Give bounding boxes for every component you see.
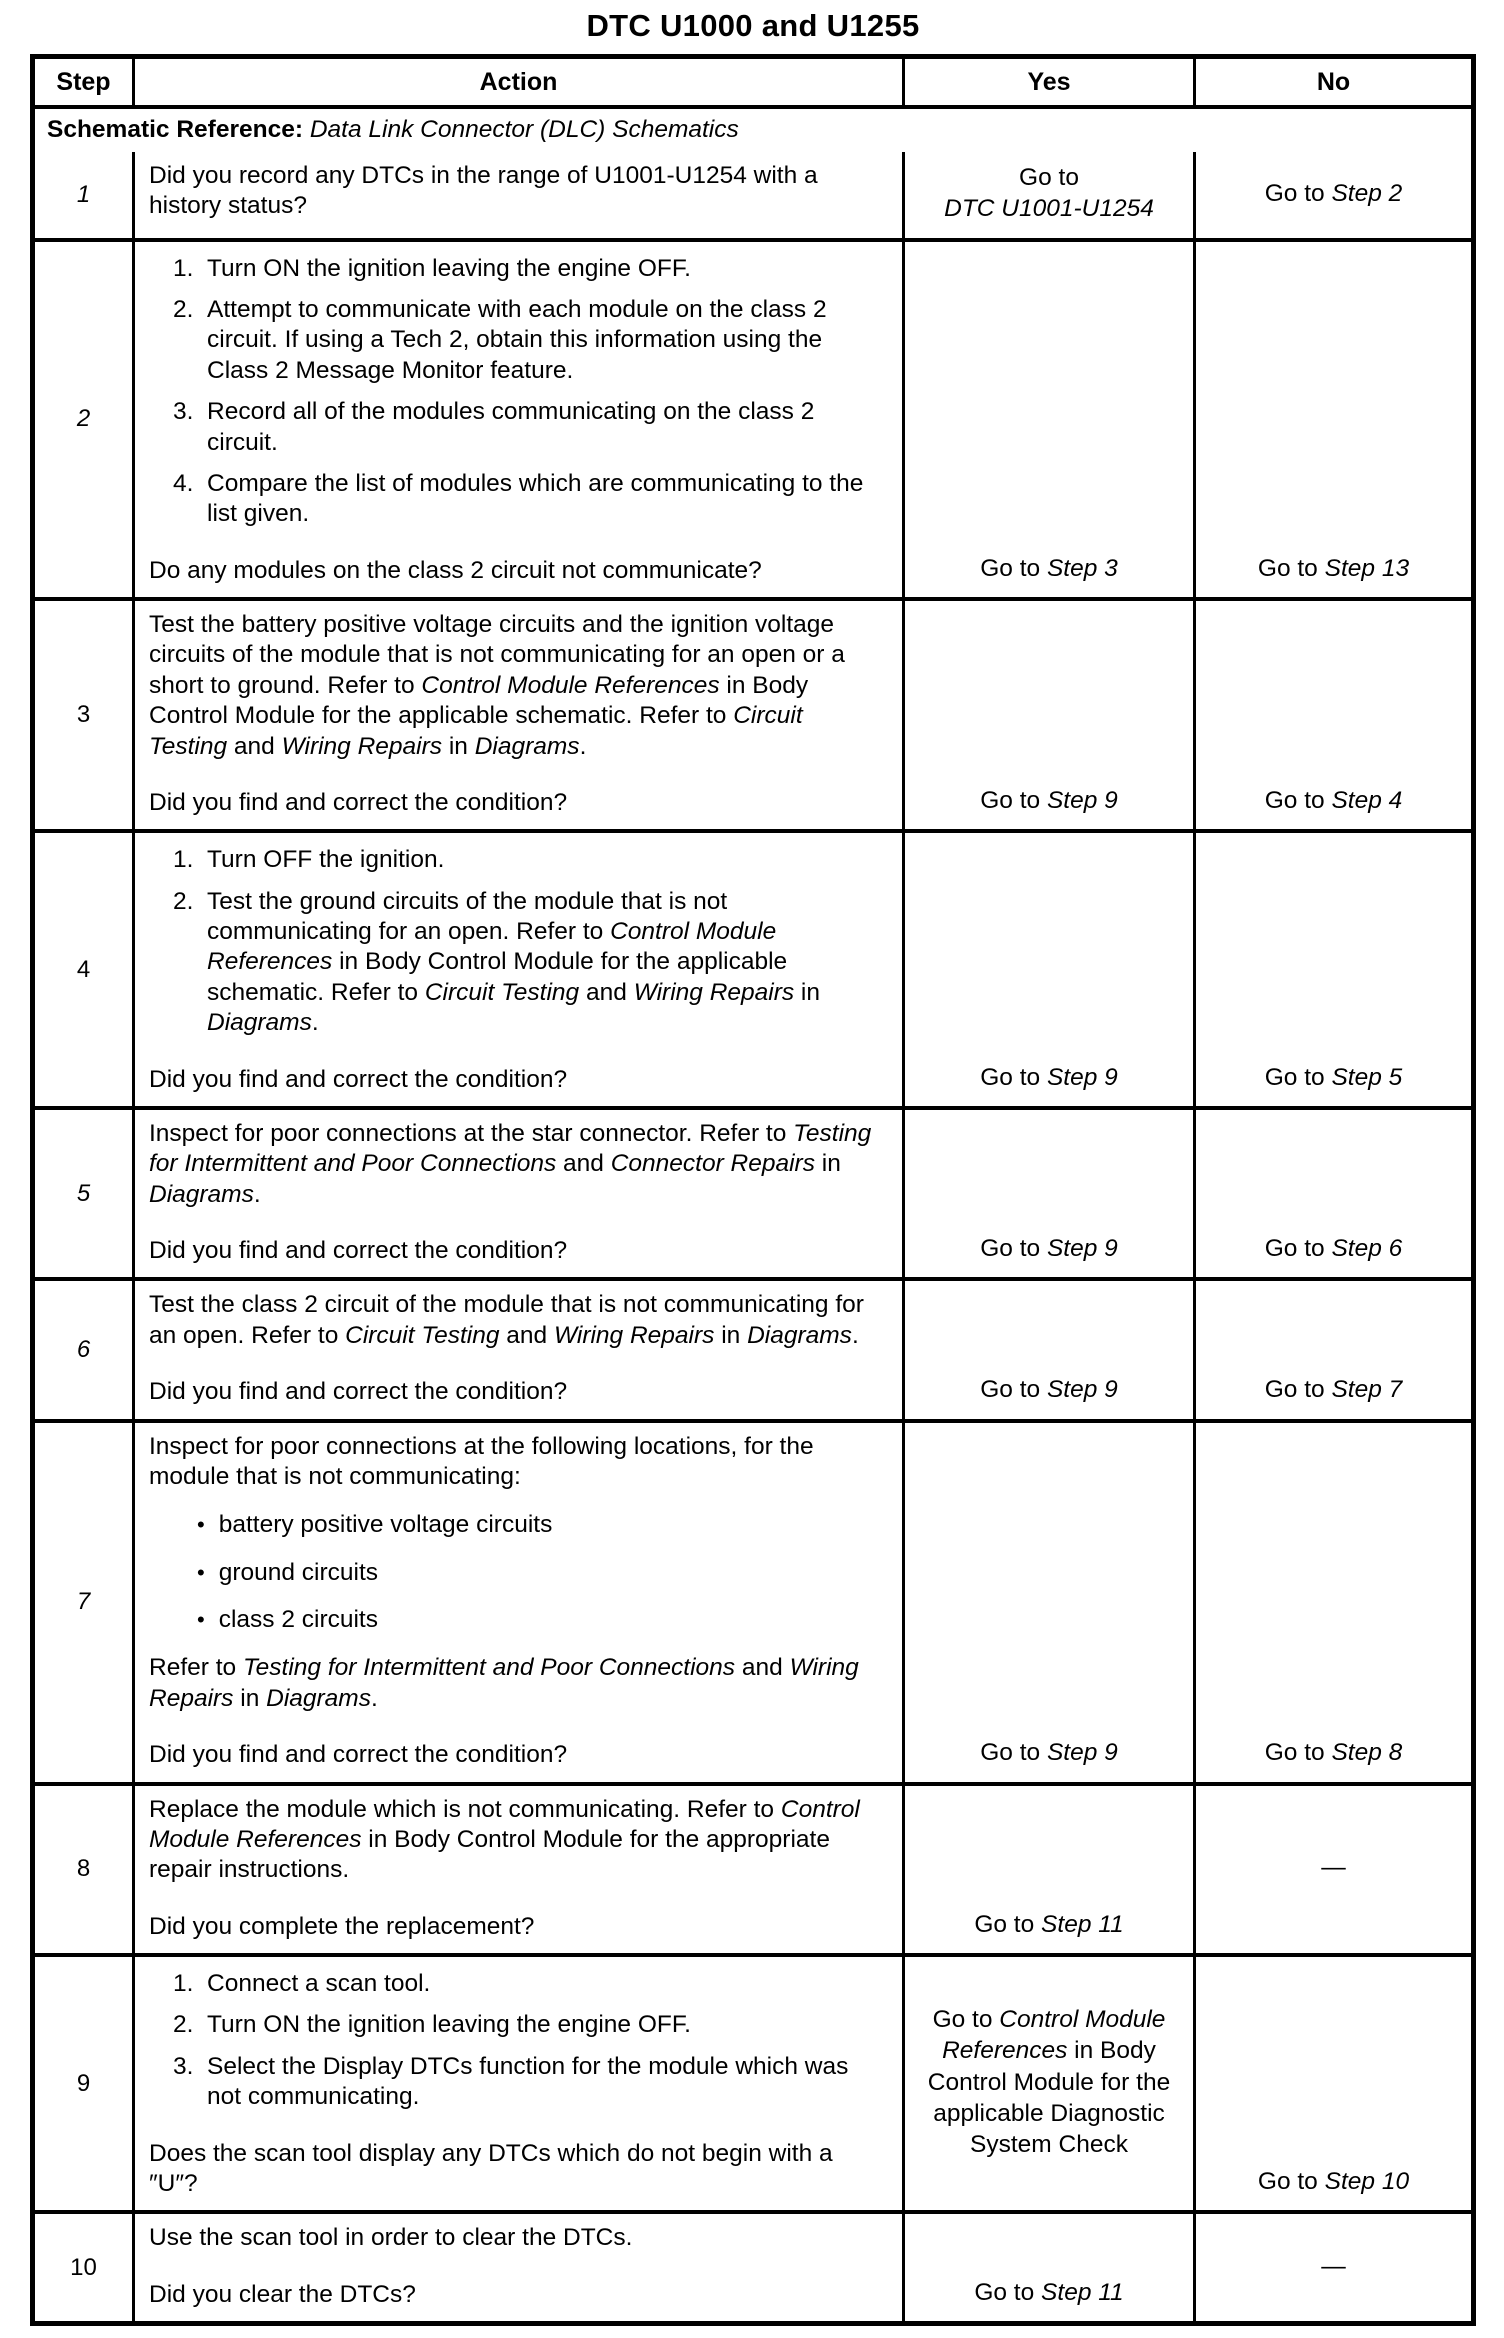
text-segment: Control Module References [207, 918, 777, 976]
text-segment: Wiring Repairs [553, 1321, 715, 1349]
text-segment: in Body Control Module for the applicable schematic. Refer to [149, 671, 809, 730]
text-segment: Test the class 2 circuit of the module that is not communicating for an open. Refer to [149, 1291, 864, 1349]
text-segment: ground circuits [218, 1558, 379, 1586]
list-item-text [207, 2010, 886, 2040]
text-segment: Control Module References [421, 671, 720, 699]
text-segment: Go to [1264, 1063, 1332, 1091]
bullet-icon: • [197, 1512, 205, 1538]
bullet-list-item [197, 1605, 886, 1635]
text-segment: Go to [1257, 554, 1325, 582]
table-row [35, 2210, 1471, 2321]
action-numbered-list [149, 1966, 886, 2113]
no-instruction [1265, 785, 1403, 816]
page-title: DTC U1000 and U1255 [586, 8, 920, 43]
text-segment: Wiring Repairs [149, 1654, 859, 1712]
text-segment: . [370, 1684, 378, 1712]
text-segment: Did you find and correct the condition? [149, 788, 568, 816]
text-segment: Go to [980, 1235, 1047, 1263]
step-number: 10 [35, 2214, 135, 2321]
table-body [35, 152, 1471, 2321]
table-row [35, 238, 1471, 597]
numbered-list-item [173, 2052, 886, 2113]
text-segment: battery positive voltage circuits [218, 1511, 553, 1539]
yes-instruction [980, 553, 1118, 584]
numbered-list-item [173, 845, 886, 875]
text-segment: Go to [974, 2278, 1042, 2306]
no-cell [1196, 1110, 1471, 1278]
list-item-text [207, 887, 886, 1039]
table-row [35, 597, 1471, 829]
text-segment: Did you find and correct the condition? [149, 1065, 568, 1093]
text-segment: and [735, 1654, 790, 1682]
text-segment: Do any modules on the class 2 circuit not communicate? [149, 556, 762, 584]
text-segment: in Body Control Module for the appropriate repair instructions. [149, 1825, 830, 1884]
text-segment: Go to [1264, 179, 1332, 207]
table-row [35, 152, 1471, 238]
table-row [35, 829, 1471, 1106]
text-segment: Test the battery positive voltage circuits and the ignition voltage circuits of the module that is not communicating for an open or a short to ground. Refer to [149, 611, 845, 699]
text-segment: in Body Control Module for the applicable schematic. Refer to [207, 948, 788, 1006]
text-segment: Diagrams [207, 1009, 312, 1037]
list-number: 1. [173, 846, 194, 874]
no-cell [1196, 1957, 1471, 2210]
column-header-no: No [1316, 67, 1351, 96]
step-number: 1 [35, 152, 135, 238]
action-paragraph [149, 1653, 886, 1714]
text-segment: Step 5 [1331, 1063, 1403, 1091]
text-segment: Go to [1264, 1376, 1332, 1404]
text-segment: Go to [980, 1376, 1047, 1404]
numbered-list-item [173, 469, 886, 530]
text-segment: . [579, 732, 587, 760]
schematic-reference-value: Data Link Connector (DLC) Schematics [309, 116, 739, 143]
numbered-list-item [173, 2010, 886, 2040]
text-segment: Step 8 [1331, 1739, 1403, 1767]
text-segment: Step 11 [1041, 1910, 1124, 1938]
action-question [149, 544, 886, 586]
list-number: 2. [173, 887, 194, 915]
yes-instruction [974, 2277, 1123, 2308]
text-segment: Record all of the modules communicating on the class 2 circuit. [207, 398, 815, 456]
bullet-list-item [197, 1558, 886, 1588]
text-segment: Step 9 [1046, 786, 1118, 814]
list-number: 2. [173, 296, 194, 324]
no-cell [1196, 1281, 1471, 1418]
action-cell [135, 1423, 905, 1782]
yes-instruction [980, 1062, 1118, 1093]
yes-instruction [980, 785, 1118, 816]
text-segment: Did you find and correct the condition? [149, 1378, 568, 1406]
step-number: 4 [35, 833, 135, 1106]
yes-instruction [974, 1909, 1123, 1940]
no-instruction [1265, 178, 1403, 209]
action-paragraph [149, 1290, 886, 1351]
no-cell [1196, 242, 1471, 597]
action-paragraph [149, 1432, 886, 1493]
text-segment: Testing for Intermittent and Poor Connections [242, 1654, 736, 1682]
text-segment: — [1321, 2252, 1346, 2280]
numbered-list-item [173, 254, 886, 284]
yes-cell [905, 2214, 1196, 2321]
text-segment: Step 9 [1046, 1235, 1118, 1263]
text-segment: and [556, 1150, 611, 1178]
yes-cell [905, 1786, 1196, 1954]
action-cell [135, 242, 905, 597]
yes-cell [905, 242, 1196, 597]
action-cell [135, 1786, 905, 1954]
no-cell [1196, 601, 1471, 829]
action-cell [135, 1281, 905, 1418]
text-segment: . [253, 1180, 261, 1208]
no-instruction [1265, 1374, 1403, 1405]
text-segment: — [1321, 1854, 1346, 1882]
text-segment: Control Module References [149, 1795, 860, 1853]
text-segment: Circuit Testing [424, 978, 580, 1006]
action-question [149, 1365, 886, 1407]
step-number: 6 [35, 1281, 135, 1418]
numbered-list-item [173, 1969, 886, 1999]
text-segment: Refer to [149, 1654, 243, 1682]
text-segment: . [851, 1321, 859, 1349]
numbered-list-item [173, 295, 886, 386]
text-segment: Wiring Repairs [633, 978, 795, 1006]
yes-cell [905, 1423, 1196, 1782]
text-segment: in [794, 978, 821, 1006]
table-row [35, 1277, 1471, 1418]
text-segment: DTC U1001-U1254 [944, 195, 1154, 223]
list-number: 1. [173, 1970, 194, 1998]
text-segment: in [442, 732, 475, 760]
action-cell [135, 601, 905, 829]
text-segment: Go to [980, 786, 1047, 814]
action-cell [135, 2214, 905, 2321]
list-item-text [207, 469, 886, 530]
no-instruction [1258, 553, 1409, 584]
list-item-text [219, 1605, 886, 1635]
text-segment: Turn ON the ignition leaving the engine OFF. [207, 254, 691, 282]
action-paragraph [149, 2223, 886, 2253]
yes-instruction [980, 1374, 1118, 1405]
yes-cell [905, 1281, 1196, 1418]
text-segment: Go to [1264, 786, 1332, 814]
text-segment: Go to [932, 2005, 1000, 2033]
action-cell [135, 152, 905, 238]
text-segment: Step 7 [1331, 1376, 1403, 1404]
text-segment: Diagrams [266, 1684, 371, 1712]
column-header-yes: Yes [905, 59, 1196, 105]
text-segment: Wiring Repairs [281, 732, 443, 760]
text-segment: Diagrams [149, 1180, 254, 1208]
text-segment: Attempt to communicate with each module on the class 2 circuit. If using a Tech 2, obtain this information using the Class 2 Message Monitor feature. [207, 296, 827, 384]
text-segment: in [233, 1684, 267, 1712]
text-segment: Go to [980, 1739, 1047, 1767]
text-segment: Did you record any DTCs in the range of U1001-U1254 with a history status? [149, 162, 818, 220]
text-segment: Step 11 [1041, 2278, 1124, 2306]
text-segment: in [814, 1150, 841, 1178]
table-header-row [35, 59, 1471, 105]
action-question [149, 2268, 886, 2310]
bullet-list-item [197, 1510, 886, 1540]
list-item-text [219, 1558, 886, 1588]
text-segment: and [499, 1321, 554, 1349]
yes-instruction [980, 1737, 1118, 1768]
list-item-text [207, 2052, 886, 2113]
action-question [149, 776, 886, 818]
step-number: 9 [35, 1957, 135, 2210]
yes-instruction [919, 2004, 1179, 2161]
action-bullet-list [149, 1506, 886, 1639]
step-number: 2 [35, 242, 135, 597]
action-paragraph [149, 161, 886, 222]
text-segment: Step 9 [1046, 1063, 1118, 1091]
text-segment: Turn ON the ignition leaving the engine OFF. [207, 2011, 691, 2039]
text-segment: Did you find and correct the condition? [149, 1237, 568, 1265]
list-item-text [219, 1510, 886, 1540]
action-question [149, 1900, 886, 1942]
schematic-reference-label: Schematic Reference: [47, 116, 304, 143]
text-segment: in [714, 1321, 748, 1349]
text-segment: Control Module References [942, 2005, 1166, 2065]
text-segment: Compare the list of modules which are communicating to the list given. [207, 469, 864, 528]
step-number: 8 [35, 1786, 135, 1954]
yes-cell [905, 1957, 1196, 2210]
numbered-list-item [173, 397, 886, 458]
text-segment: Go to [1264, 1235, 1332, 1263]
text-segment: Connector Repairs [610, 1150, 815, 1178]
action-cell [135, 1957, 905, 2210]
text-segment: and [579, 978, 634, 1006]
column-header-action: Action [135, 59, 905, 105]
list-item-text [207, 845, 886, 875]
yes-cell [905, 1110, 1196, 1278]
text-segment: Use the scan tool in order to clear the DTCs. [149, 2224, 633, 2252]
text-segment: Step 2 [1331, 179, 1403, 207]
column-header-step: Step [35, 59, 135, 105]
numbered-list-item [173, 887, 886, 1039]
text-segment: . [311, 1009, 319, 1037]
text-segment: Connect a scan tool. [207, 1970, 431, 1998]
no-instruction [1321, 1852, 1346, 1883]
action-question [149, 1224, 886, 1266]
text-segment: Step 13 [1324, 554, 1410, 582]
step-number: 7 [35, 1423, 135, 1782]
text-segment: Diagrams [747, 1321, 852, 1349]
text-segment: Did you clear the DTCs? [149, 2280, 416, 2308]
text-segment: Step 9 [1046, 1739, 1118, 1767]
text-segment: Step 3 [1046, 554, 1118, 582]
yes-cell [905, 601, 1196, 829]
text-segment: Step 9 [1046, 1376, 1118, 1404]
text-segment: Circuit Testing [149, 702, 803, 760]
schematic-reference-cell [35, 109, 1471, 152]
text-segment: Go to [1264, 1739, 1332, 1767]
text-segment: Step 6 [1331, 1235, 1403, 1263]
text-segment: Test the ground circuits of the module that is not communicating for an open. Refer to [207, 887, 728, 946]
no-instruction [1265, 1233, 1403, 1264]
no-cell [1196, 2214, 1471, 2321]
action-cell [135, 1110, 905, 1278]
step-number: 5 [35, 1110, 135, 1278]
text-segment: Testing for Intermittent and Poor Connections [149, 1119, 872, 1178]
text-segment: Inspect for poor connections at the following locations, for the module that is not communicating: [149, 1432, 814, 1490]
text-segment: Go to [1257, 2167, 1325, 2195]
list-number: 3. [173, 398, 194, 426]
text-segment: Did you complete the replacement? [149, 1912, 535, 1940]
table-row [35, 1953, 1471, 2210]
table-row [35, 1106, 1471, 1278]
text-segment: Go to [980, 1063, 1047, 1091]
text-segment: Select the Display DTCs function for the module which was not communicating. [207, 2052, 849, 2111]
action-question [149, 1728, 886, 1770]
text-segment: Step 10 [1324, 2167, 1410, 2195]
diagnostic-table [30, 54, 1476, 2326]
text-segment: Go to [1019, 164, 1079, 191]
text-segment: Go to [980, 554, 1047, 582]
list-item-text [207, 397, 886, 458]
yes-instruction [944, 162, 1154, 225]
yes-cell [905, 152, 1196, 238]
list-number: 2. [173, 2011, 194, 2039]
text-segment: class 2 circuits [218, 1606, 378, 1634]
list-item-text [207, 1969, 886, 1999]
schematic-reference-row [35, 105, 1471, 152]
action-paragraph [149, 610, 886, 762]
action-paragraph [149, 1119, 886, 1210]
list-item-text [207, 254, 886, 284]
text-segment: Turn OFF the ignition. [207, 846, 445, 874]
no-instruction [1265, 1737, 1403, 1768]
text-segment: and [227, 732, 282, 760]
no-cell [1196, 152, 1471, 238]
text-segment: Inspect for poor connections at the star connector. Refer to [149, 1119, 794, 1147]
bullet-icon: • [197, 1559, 205, 1585]
no-cell [1196, 1786, 1471, 1954]
list-item-text [207, 295, 886, 386]
text-segment: Does the scan tool display any DTCs which do not begin with a ″U″? [149, 2139, 833, 2197]
action-question [149, 1053, 886, 1095]
no-cell [1196, 1423, 1471, 1782]
table-row [35, 1782, 1471, 1954]
no-instruction [1265, 1062, 1403, 1093]
step-number: 3 [35, 601, 135, 829]
text-segment: Step 4 [1331, 786, 1403, 814]
no-instruction [1321, 2251, 1346, 2282]
action-paragraph [149, 1795, 886, 1886]
bullet-icon: • [197, 1607, 205, 1633]
text-segment: Diagrams [474, 732, 580, 760]
no-instruction [1258, 2166, 1409, 2197]
action-numbered-list [149, 251, 886, 530]
text-segment: Circuit Testing [345, 1321, 500, 1349]
action-cell [135, 833, 905, 1106]
list-number: 1. [173, 254, 194, 282]
text-segment: in Body Control Module for the applicable Diagnostic System Check [927, 2037, 1171, 2159]
yes-instruction [980, 1233, 1118, 1264]
list-number: 3. [173, 2052, 194, 2080]
text-segment: Go to [974, 1910, 1042, 1938]
yes-cell [905, 833, 1196, 1106]
list-number: 4. [173, 469, 194, 497]
no-cell [1196, 833, 1471, 1106]
text-segment: Replace the module which is not communicating. Refer to [149, 1795, 781, 1823]
table-row [35, 1419, 1471, 1782]
text-segment: Did you find and correct the condition? [149, 1741, 568, 1769]
action-numbered-list [149, 842, 886, 1038]
action-question [149, 2127, 886, 2200]
